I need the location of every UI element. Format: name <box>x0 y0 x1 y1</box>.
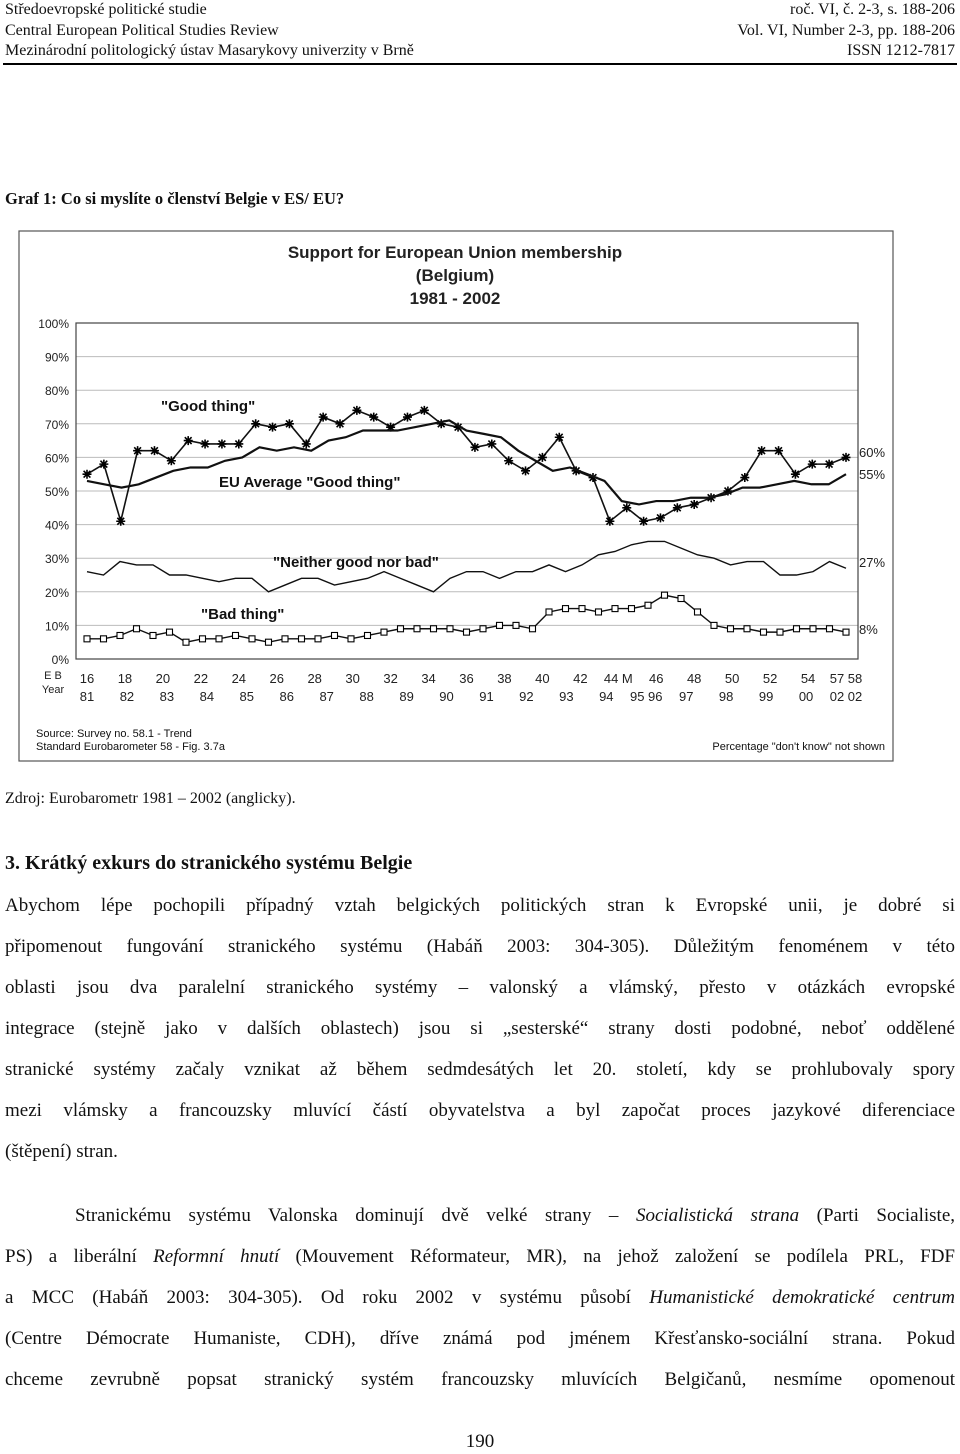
p2-text: a MCC (Habáň 2003: 304-305). Od roku 2002 v systému působí <box>5 1287 650 1308</box>
x-tick-label-eb: 42 <box>573 671 588 686</box>
x-tick-label-year: 98 <box>718 689 734 704</box>
x-tick-label-eb: 46 <box>649 671 664 686</box>
bad-thing-point <box>84 636 90 642</box>
end-label: 60% <box>859 445 886 460</box>
bad-thing-point <box>480 626 486 632</box>
x-tick-label-year: 91 <box>479 689 494 704</box>
x-tick-label-eb: 22 <box>193 671 209 686</box>
good-thing-point <box>639 517 648 526</box>
paragraph-1-line-5: stranické systémy začaly vznikat až během sedmdesátých let 20. století, kdy se prohlubovaly spory <box>5 1059 955 1080</box>
p2-text: PS) a liberální <box>5 1246 154 1267</box>
bad-thing-point <box>777 629 783 635</box>
chart-title-line: 1981 - 2002 <box>409 289 501 308</box>
bad-thing-point <box>794 626 800 632</box>
chart-figure <box>1 215 923 764</box>
bad-thing-point <box>447 626 453 632</box>
series-line-good-thing <box>87 410 846 521</box>
x-tick-label-year: 89 <box>399 689 414 704</box>
chart-source-line: Source: Survey no. 58.1 - Trend <box>36 728 192 740</box>
journal-name-en: Central European Political Studies Review <box>5 21 279 39</box>
chart-title-line: Support for European Union membership <box>287 243 623 262</box>
good-thing-point <box>217 439 226 448</box>
x-tick-label-year: 83 <box>159 689 175 704</box>
paragraph-1-line-1: Abychom lépe pochopili případný vztah belgických politických stran k Evropské unii, je dobré si <box>5 895 955 916</box>
x-tick-label-year: 86 <box>279 689 294 704</box>
good-thing-point <box>133 446 142 455</box>
good-thing-point <box>757 446 766 455</box>
good-thing-point <box>774 446 783 455</box>
good-thing-point <box>791 470 800 479</box>
figure-caption: Graf 1: Co si myslíte o členství Belgie v ES/ EU? <box>5 189 345 208</box>
x-tick-label-eb: 32 <box>383 671 398 686</box>
x-tick-label-eb: 52 <box>762 671 778 686</box>
bad-thing-point <box>332 632 338 638</box>
bad-thing-point <box>744 626 750 632</box>
good-thing-point <box>673 503 682 512</box>
bad-thing-point <box>645 602 651 608</box>
good-thing-point <box>369 413 378 422</box>
good-thing-point <box>740 473 749 482</box>
x-tick-label-eb: 48 <box>686 671 702 686</box>
bad-thing-point <box>101 636 107 642</box>
series-label-neither: "Neither good nor bad" <box>273 554 439 571</box>
bad-thing-point <box>579 606 585 612</box>
bad-thing-point <box>596 609 602 615</box>
good-thing-point <box>538 453 547 462</box>
paragraph-2-line-1 <box>75 1195 955 1236</box>
good-thing-point <box>825 460 834 469</box>
good-thing-point <box>842 453 851 462</box>
good-thing-point <box>268 423 277 432</box>
issn: ISSN 1212-7817 <box>846 42 955 59</box>
x-tick-label-year: 94 <box>599 689 614 704</box>
x-tick-label-eb: 24 <box>231 671 247 686</box>
p2-text: (Parti Socialiste, <box>799 1205 956 1226</box>
good-thing-point <box>336 419 345 428</box>
good-thing-point <box>605 517 614 526</box>
journal-name-cz: Středoevropské politické studie <box>5 1 207 18</box>
good-thing-point <box>555 433 564 442</box>
good-thing-point <box>622 503 631 512</box>
good-thing-point <box>150 446 159 455</box>
x-axis-label-eb: E B <box>44 670 62 682</box>
eurobarometer-chart <box>1 215 923 764</box>
good-thing-point <box>504 456 513 465</box>
bad-thing-point <box>513 622 519 628</box>
paragraph-1-line-4: integrace (stejně jako v dalších oblastech) jsou si „sesterské“ strany dosti podobné, neboť oddělené <box>5 1018 955 1039</box>
good-thing-point <box>808 460 817 469</box>
bad-thing-point <box>200 636 206 642</box>
bad-thing-point <box>117 632 123 638</box>
bad-thing-point <box>711 622 717 628</box>
paragraph-1-line-7: (štěpení) stran. <box>5 1141 118 1162</box>
running-header <box>5 0 955 62</box>
y-tick-label: 30% <box>44 552 69 567</box>
x-axis-label-year: Year <box>41 684 65 696</box>
p2-text: (Mouvement Réformateur, MR), na jehož založení se podílela PRL, FDF <box>279 1246 955 1267</box>
x-tick-label-eb: 16 <box>79 671 95 686</box>
bad-thing-point <box>150 632 156 638</box>
bad-thing-point <box>827 626 833 632</box>
series-label-good-thing: "Good thing" <box>161 398 256 415</box>
bad-thing-point <box>249 636 255 642</box>
p2-text: Stranickému systému Valonska dominují dvě velké strany – <box>75 1205 636 1226</box>
x-tick-label-eb: 20 <box>155 671 171 686</box>
bad-thing-point <box>315 636 321 642</box>
x-tick-label-eb: 57 58 <box>829 671 863 686</box>
bad-thing-point <box>431 626 437 632</box>
series-line-eu-average <box>87 420 846 504</box>
bad-thing-point <box>216 636 222 642</box>
good-thing-point <box>201 439 210 448</box>
end-label: 55% <box>859 467 886 482</box>
end-label: 27% <box>859 555 886 570</box>
x-tick-label-eb: 38 <box>497 671 512 686</box>
party-name-cdh: Humanistické demokratické centrum <box>649 1287 955 1308</box>
good-thing-point <box>521 466 530 475</box>
bad-thing-point <box>183 639 189 645</box>
x-tick-label-year: 85 <box>239 689 255 704</box>
bad-thing-point <box>134 626 140 632</box>
good-thing-point <box>319 413 328 422</box>
x-tick-label-eb: 36 <box>459 671 474 686</box>
paragraph-1-line-2: připomenout fungování stranického systému (Habáň 2003: 304-305). Důležitým fenoménem v této <box>5 936 955 957</box>
party-name-ps: Socialistická strana <box>635 1205 800 1226</box>
bad-thing-point <box>530 626 536 632</box>
chart-title-line: (Belgium) <box>415 266 495 285</box>
bad-thing-point <box>414 626 420 632</box>
y-tick-label: 40% <box>44 518 69 533</box>
header-rule <box>3 63 957 65</box>
series-line-neither <box>87 541 846 591</box>
y-tick-label: 10% <box>44 619 69 634</box>
paragraph-1-line-3: oblasti jsou dva paralelní stranického systémy – valonský a vlámský, přesto v otázkách evropské <box>5 977 955 998</box>
good-thing-point <box>83 470 92 479</box>
y-tick-label: 50% <box>44 485 69 499</box>
bad-thing-point <box>629 606 635 612</box>
bad-thing-point <box>497 622 503 628</box>
paragraph-1-line-6: mezi vlámsky a francouzsky mluvící částí obyvatelstva a byl započat proces jazykové diferenciace <box>5 1100 955 1121</box>
volume-cz: roč. VI, č. 2-3, s. 188-206 <box>789 1 955 18</box>
y-tick-label: 70% <box>44 417 69 432</box>
good-thing-point <box>656 513 665 522</box>
bad-thing-point <box>662 592 668 598</box>
good-thing-point <box>352 406 361 415</box>
good-thing-point <box>470 443 479 452</box>
source-note: Zdroj: Eurobarometr 1981 – 2002 (anglicky). <box>5 790 296 807</box>
bad-thing-point <box>398 626 404 632</box>
bad-thing-point <box>695 609 701 615</box>
y-tick-label: 20% <box>44 585 69 600</box>
x-tick-label-eb: 40 <box>535 671 550 686</box>
good-thing-point <box>285 419 294 428</box>
x-tick-label-year: 02 02 <box>829 689 863 704</box>
series-label-bad-thing: "Bad thing" <box>201 606 285 623</box>
bad-thing-point <box>843 629 849 635</box>
good-thing-point <box>116 517 125 526</box>
good-thing-point <box>690 500 699 509</box>
page-number: 190 <box>465 1431 495 1452</box>
good-thing-point <box>302 439 311 448</box>
x-tick-label-year: 88 <box>359 689 374 704</box>
x-tick-label-eb: 26 <box>269 671 284 686</box>
y-tick-label: 100% <box>38 317 69 331</box>
paragraph-2-line-5: chceme zevrubně popsat stranický systém francouzsky mluvících Belgičanů, nesmíme opomenout <box>5 1369 955 1390</box>
x-tick-label-eb: 28 <box>307 671 322 686</box>
bad-thing-point <box>612 606 618 612</box>
x-tick-label-year: 99 <box>758 689 774 704</box>
paragraph-2-line-4: (Centre Démocrate Humaniste, CDH), dříve známá pod jménem Křesťansko-sociální strana. Pokud <box>5 1328 955 1349</box>
bad-thing-point <box>299 636 305 642</box>
x-tick-label-year: 87 <box>319 689 334 704</box>
bad-thing-point <box>282 636 288 642</box>
paragraph-2-line-2 <box>5 1236 955 1277</box>
good-thing-point <box>184 436 193 445</box>
bad-thing-point <box>266 639 272 645</box>
bad-thing-point <box>167 629 173 635</box>
bad-thing-point <box>546 609 552 615</box>
volume-en: Vol. VI, Number 2-3, pp. 188-206 <box>737 21 955 39</box>
good-thing-point <box>487 439 496 448</box>
bad-thing-point <box>381 629 387 635</box>
bad-thing-point <box>761 629 767 635</box>
x-tick-label-eb: 34 <box>421 671 436 686</box>
good-thing-point <box>420 406 429 415</box>
x-tick-label-year: 97 <box>678 689 694 704</box>
x-tick-label-year: 82 <box>119 689 135 704</box>
paragraph-2-line-3 <box>5 1277 955 1318</box>
x-tick-label-year: 84 <box>199 689 215 704</box>
x-tick-label-eb: 30 <box>345 671 360 686</box>
good-thing-point <box>167 456 176 465</box>
good-thing-point <box>251 419 260 428</box>
series-label-eu-average: EU Average "Good thing" <box>219 474 401 491</box>
x-tick-label-year: 92 <box>519 689 534 704</box>
good-thing-point <box>234 439 243 448</box>
y-tick-label: 80% <box>44 384 69 399</box>
y-tick-label: 90% <box>44 350 69 365</box>
end-label: 8% <box>859 622 878 637</box>
party-name-mr: Reformní hnutí <box>153 1246 280 1267</box>
x-tick-label-year: 00 <box>798 689 814 704</box>
good-thing-point <box>403 413 412 422</box>
x-tick-label-eb: 54 <box>800 671 816 686</box>
bad-thing-point <box>464 629 470 635</box>
section-heading: 3. Krátký exkurs do stranického systému Belgie <box>5 852 413 874</box>
bad-thing-point <box>810 626 816 632</box>
x-tick-label-eb: 18 <box>117 671 133 686</box>
y-tick-label: 60% <box>44 451 69 466</box>
bad-thing-point <box>678 596 684 602</box>
bad-thing-point <box>563 606 569 612</box>
x-tick-label-eb: 44 M <box>603 671 633 686</box>
bad-thing-point <box>233 632 239 638</box>
x-tick-label-eb: 50 <box>724 671 740 686</box>
x-tick-label-year: 81 <box>79 689 95 704</box>
good-thing-point <box>99 460 108 469</box>
bad-thing-point <box>728 626 734 632</box>
x-tick-label-year: 90 <box>439 689 454 704</box>
x-tick-label-year: 93 <box>559 689 574 704</box>
x-tick-label-year: 95 96 <box>629 689 663 704</box>
chart-source-line: Standard Eurobarometer 58 - Fig. 3.7a <box>36 741 225 753</box>
publisher: Mezinárodní politologický ústav Masarykovy univerzity v Brně <box>5 42 414 59</box>
y-tick-label: 0% <box>51 653 69 667</box>
chart-footnote: Percentage "don't know" not shown <box>712 741 885 753</box>
bad-thing-point <box>348 636 354 642</box>
bad-thing-point <box>365 632 371 638</box>
